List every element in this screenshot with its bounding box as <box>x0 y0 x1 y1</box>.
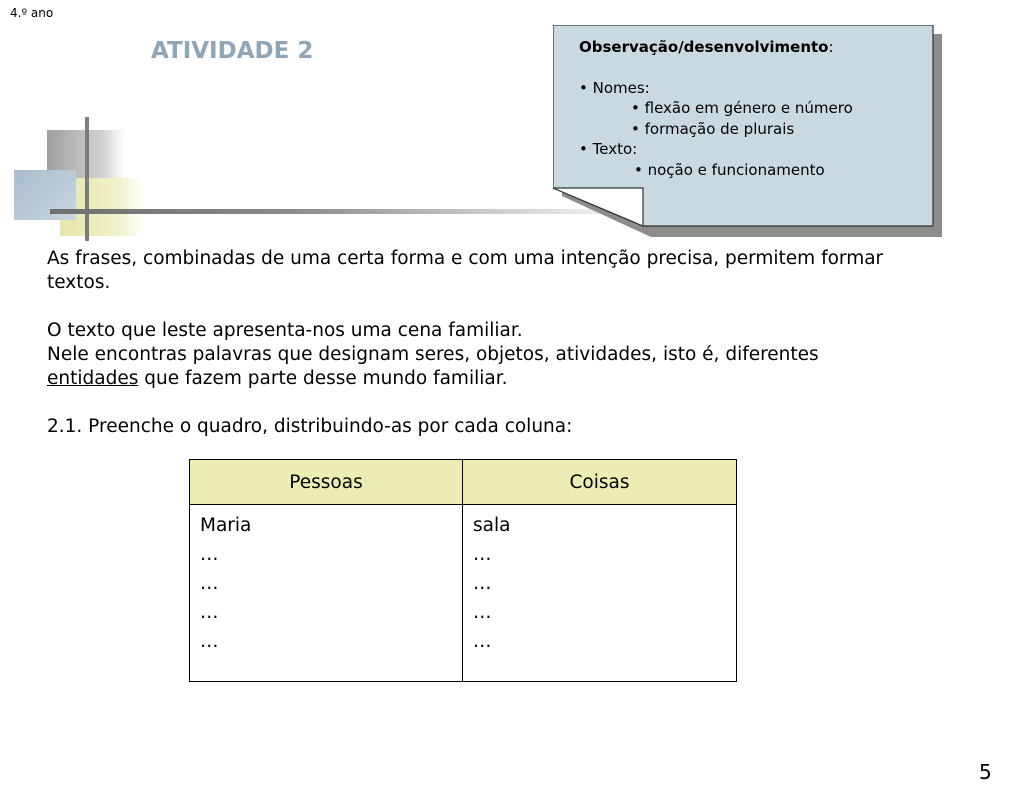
cell-entry: … <box>473 631 492 652</box>
paragraph: O texto que leste apresenta-nos uma cena familiar. <box>47 320 523 341</box>
cell-entry: … <box>200 573 219 594</box>
table-cell-pessoas[interactable] <box>190 505 463 682</box>
cell-entry: … <box>200 602 219 623</box>
note-heading: Observação/desenvolvimento: <box>579 38 834 56</box>
note-subitem: • flexão em género e número <box>631 99 853 117</box>
underlined-term: entidades <box>47 368 139 389</box>
cell-entry: sala <box>473 515 511 536</box>
decor-vertical-line <box>85 117 89 241</box>
table-header: Pessoas <box>190 460 463 505</box>
cell-entry: … <box>473 544 492 565</box>
activity-title: ATIVIDADE 2 <box>151 38 314 64</box>
cell-entry: … <box>200 631 219 652</box>
note-subitem: • formação de plurais <box>631 119 795 138</box>
classification-table <box>189 459 737 682</box>
grade-label: 4.º ano <box>10 6 54 20</box>
paragraph: As frases, combinadas de uma certa forma e com uma intenção precisa, permitem formar <box>47 248 884 269</box>
observation-note <box>553 25 945 239</box>
table-cell-coisas[interactable] <box>463 505 737 682</box>
cell-entry: Maria <box>200 515 252 536</box>
cell-entry: … <box>473 602 492 623</box>
note-item: • Nomes: <box>579 78 650 97</box>
paragraph: Nele encontras palavras que designam seres, objetos, atividades, isto é, diferentes <box>47 344 819 365</box>
cell-entry: … <box>200 544 219 565</box>
paragraph: entidades que fazem parte desse mundo familiar. <box>47 368 508 389</box>
page-number: 5 <box>979 760 992 784</box>
cell-entry: … <box>473 573 492 594</box>
note-subitem: • noção e funcionamento <box>634 160 825 179</box>
paragraph: textos. <box>47 272 111 293</box>
note-item: • Texto: <box>579 140 638 158</box>
body-text <box>47 247 977 439</box>
table-header: Coisas <box>463 460 737 505</box>
instruction: 2.1. Preenche o quadro, distribuindo-as por cada coluna: <box>47 416 573 437</box>
